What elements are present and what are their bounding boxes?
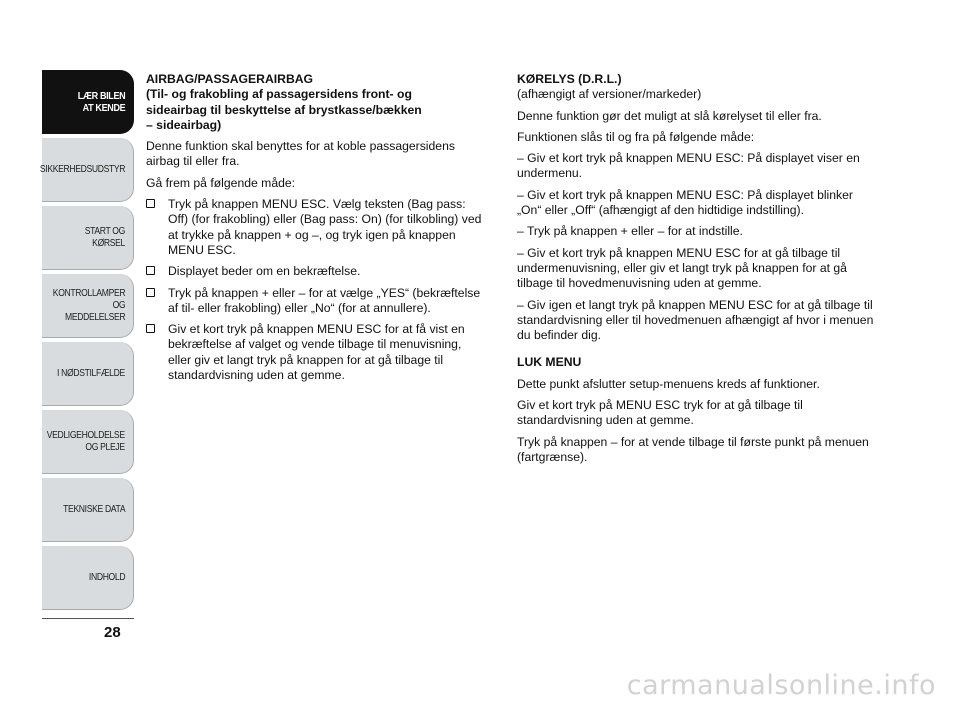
drl-paragraph: – Giv et kort tryk på knappen MENU ESC: På displayet blinker „On“ eller „Off“ (afhængigt af den hidtidige indstilling). <box>517 187 853 218</box>
sidebar-item-label: LÆR BILEN AT KENDE <box>77 89 125 114</box>
drl-paragraph: – Giv et kort tryk på knappen MENU ESC: På displayet viser en undermenu. <box>517 151 860 181</box>
drl-section <box>517 72 877 471</box>
sidebar-item-indhold[interactable] <box>42 546 134 610</box>
luk-paragraph: Giv et kort tryk på MENU ESC tryk for at gå tilbage til standardvisning uden at gemme. <box>517 398 803 428</box>
page-number: 28 <box>104 624 121 641</box>
drl-paragraph: – Tryk på knappen + eller – for at indstille. <box>517 224 743 239</box>
sidebar-item-label: VEDLIGEHOLDELSE OG PLEJE <box>46 429 125 453</box>
checkbox-bullet-icon <box>146 288 155 297</box>
sidebar-item-label: SIKKERHEDSUDSTYR <box>39 163 125 175</box>
chapter-sidebar <box>39 70 134 614</box>
checkbox-bullet-icon <box>146 266 155 275</box>
luk-menu-heading: LUK MENU <box>517 355 582 370</box>
heading-line: sideairbag til beskyttelse af brystkasse/bækken <box>146 102 422 117</box>
list-item <box>146 322 482 383</box>
drl-paragraph: – Giv et kort tryk på knappen MENU ESC for at gå tilbage til undermenuvisning, eller giv et langt tryk på knappen for at gå tilbage til hovedmenuvisning uden at gemme. <box>517 245 847 291</box>
step-text: Tryk på knappen MENU ESC. Vælg teksten (Bag pass: Off) (for frakobling) eller (Bag pass: On) (for tilkobling) ved at trykke på knappen + og –, og tryk igen på knappen MENU ESC. <box>168 197 482 257</box>
sidebar-item-i-nodstilfaelde[interactable] <box>42 342 134 406</box>
airbag-intro: Denne funktion skal benyttes for at koble passagersidens airbag til eller fra. <box>146 139 455 169</box>
checkbox-bullet-icon <box>146 324 155 333</box>
step-text: Giv et kort tryk på knappen MENU ESC for at få vist en bekræftelse af valget og vende tilbage til menuvisning, eller giv et langt tryk på knappen for at gå tilbage til standardvisning uden at gemme. <box>168 322 465 383</box>
watermark: carmanualsonline.info <box>626 670 936 701</box>
sidebar-item-start-og-korsel[interactable] <box>42 206 134 270</box>
sidebar-item-kontrollamper[interactable] <box>42 274 134 338</box>
airbag-section <box>146 72 482 389</box>
drl-subheading: (afhængigt af versioner/markeder) <box>517 87 702 102</box>
list-item <box>146 197 482 258</box>
sidebar-item-tekniske-data[interactable] <box>42 478 134 542</box>
airbag-procedure-label: Gå frem på følgende måde: <box>146 175 296 190</box>
sidebar-item-label: TEKNISKE DATA <box>62 503 125 515</box>
drl-paragraph: – Giv igen et langt tryk på knappen MENU ESC for at gå tilbage til standardvisning eller til hovedmenuen afhængigt af hvor i menuen du befinder dig. <box>517 297 874 343</box>
sidebar-item-label: I NØDSTILFÆLDE <box>57 367 125 379</box>
checkbox-bullet-icon <box>146 199 155 208</box>
sidebar-item-label: START OG KØRSEL <box>84 225 125 249</box>
heading-line: AIRBAG/PASSAGERAIRBAG <box>146 72 314 86</box>
luk-paragraph: Tryk på knappen – for at vende tilbage til første punkt på menuen (fartgrænse). <box>517 434 869 464</box>
step-text: Tryk på knappen + eller – for at vælge „YES“ (bekræftelse af til- eller frakobling) eller „No“ (for at annullere). <box>168 285 481 315</box>
heading-line: – sideairbag) <box>146 117 222 132</box>
sidebar-item-label: KONTROLLAMPER OG MEDDELELSER <box>52 287 125 323</box>
drl-heading: KØRELYS (D.R.L.) <box>517 72 622 86</box>
sidebar-item-label: INDHOLD <box>88 571 125 583</box>
heading-line: (Til- og frakobling af passagersidens front- og <box>146 87 412 102</box>
luk-paragraph: Dette punkt afslutter setup-menuens kreds af funktioner. <box>517 376 820 391</box>
airbag-heading <box>146 72 482 133</box>
list-item <box>146 264 482 279</box>
sidebar-item-laer-bilen-at-kende[interactable] <box>42 70 134 134</box>
sidebar-item-vedligeholdelse[interactable] <box>42 410 134 474</box>
step-text: Displayet beder om en bekræftelse. <box>168 264 361 279</box>
sidebar-item-sikkerhedsudstyr[interactable] <box>39 138 134 202</box>
airbag-steps <box>146 197 482 383</box>
drl-paragraph: Funktionen slås til og fra på følgende måde: <box>517 129 755 144</box>
drl-paragraph: Denne funktion gør det muligt at slå kørelyset til eller fra. <box>517 108 822 123</box>
sidebar-divider <box>42 618 134 619</box>
list-item <box>146 286 482 317</box>
